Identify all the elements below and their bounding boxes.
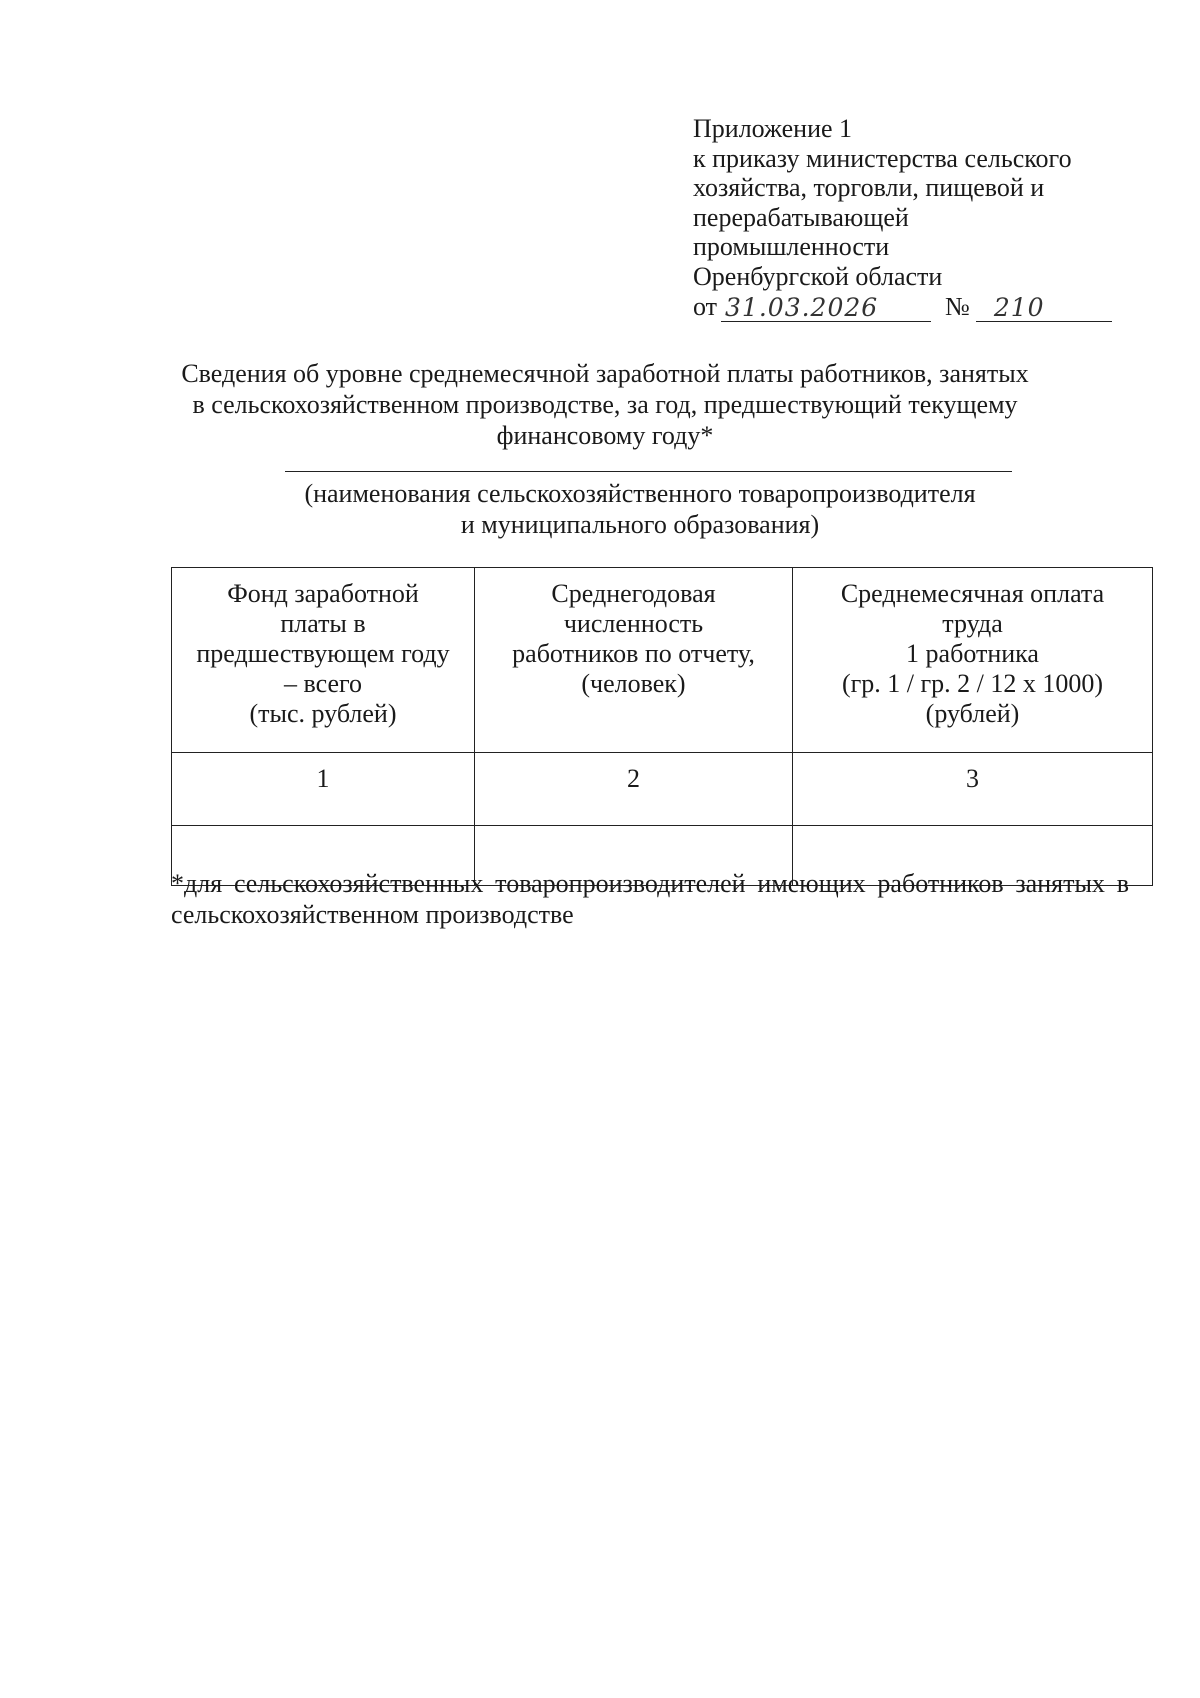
table-column-number-row [172,753,1153,826]
header-text-line: – всего [283,669,363,698]
salary-table [171,567,1153,886]
header-text-line: 1 работника [906,639,1039,668]
header-text-line: Среднемесячная оплата [840,579,1105,608]
header-cell-headcount [475,568,793,753]
header-cell-wage-fund [172,568,475,753]
caption-line: (наименования сельскохозяйственного товаропроизводителя [304,479,976,508]
header-text-line: труда [942,609,1003,638]
date-prefix: от [693,292,718,321]
table-header-row [172,568,1153,753]
appendix-line: перерабатывающей [693,202,909,232]
order-date-number-line [693,292,1133,322]
title-line: финансовому году* [496,421,714,450]
header-text-line: (тыс. рублей) [249,699,397,728]
header-text-line: Среднегодовая [551,579,716,608]
header-text-line: (рублей) [925,699,1020,728]
title-line: Сведения об уровне среднемесячной заработной платы работников, занятых [181,359,1029,388]
column-number-cell: 1 [172,753,475,826]
column-number-cell: 2 [475,753,793,826]
name-caption [200,478,1080,540]
header-text-line: платы в [280,609,366,638]
header-text-line: численность [563,609,704,638]
title-line: в сельскохозяйственном производстве, за год, предшествующий текущему [192,390,1018,419]
number-prefix: № [945,292,970,321]
appendix-line: к приказу министерства сельского [693,143,1072,173]
header-cell-monthly-pay [793,568,1153,753]
caption-line: и муниципального образования) [460,510,820,539]
header-text-line: Фонд заработной [227,579,419,608]
footnote: *для сельскохозяйственных товаропроизводителей имеющих работников занятых в сельскохозяйственном производстве [171,869,1129,929]
order-number-field: 210 [976,295,1112,322]
header-text-line: (человек) [581,669,686,698]
appendix-line: хозяйства, торговли, пищевой и [693,173,1045,202]
header-text-line: (гр. 1 / гр. 2 / 12 х 1000) [841,669,1104,698]
document-title [140,358,1070,451]
appendix-line: Оренбургской области [693,261,943,291]
appendix-line: промышленности [693,232,890,261]
appendix-title: Приложение 1 [693,114,853,143]
appendix-block [693,114,1133,322]
header-text-line: предшествующем году [196,639,450,668]
order-date-field: 31.03.2026 [721,295,931,322]
column-number-cell: 3 [793,753,1153,826]
name-blank-line [285,471,1012,472]
header-text-line: работников по отчету, [512,639,755,668]
